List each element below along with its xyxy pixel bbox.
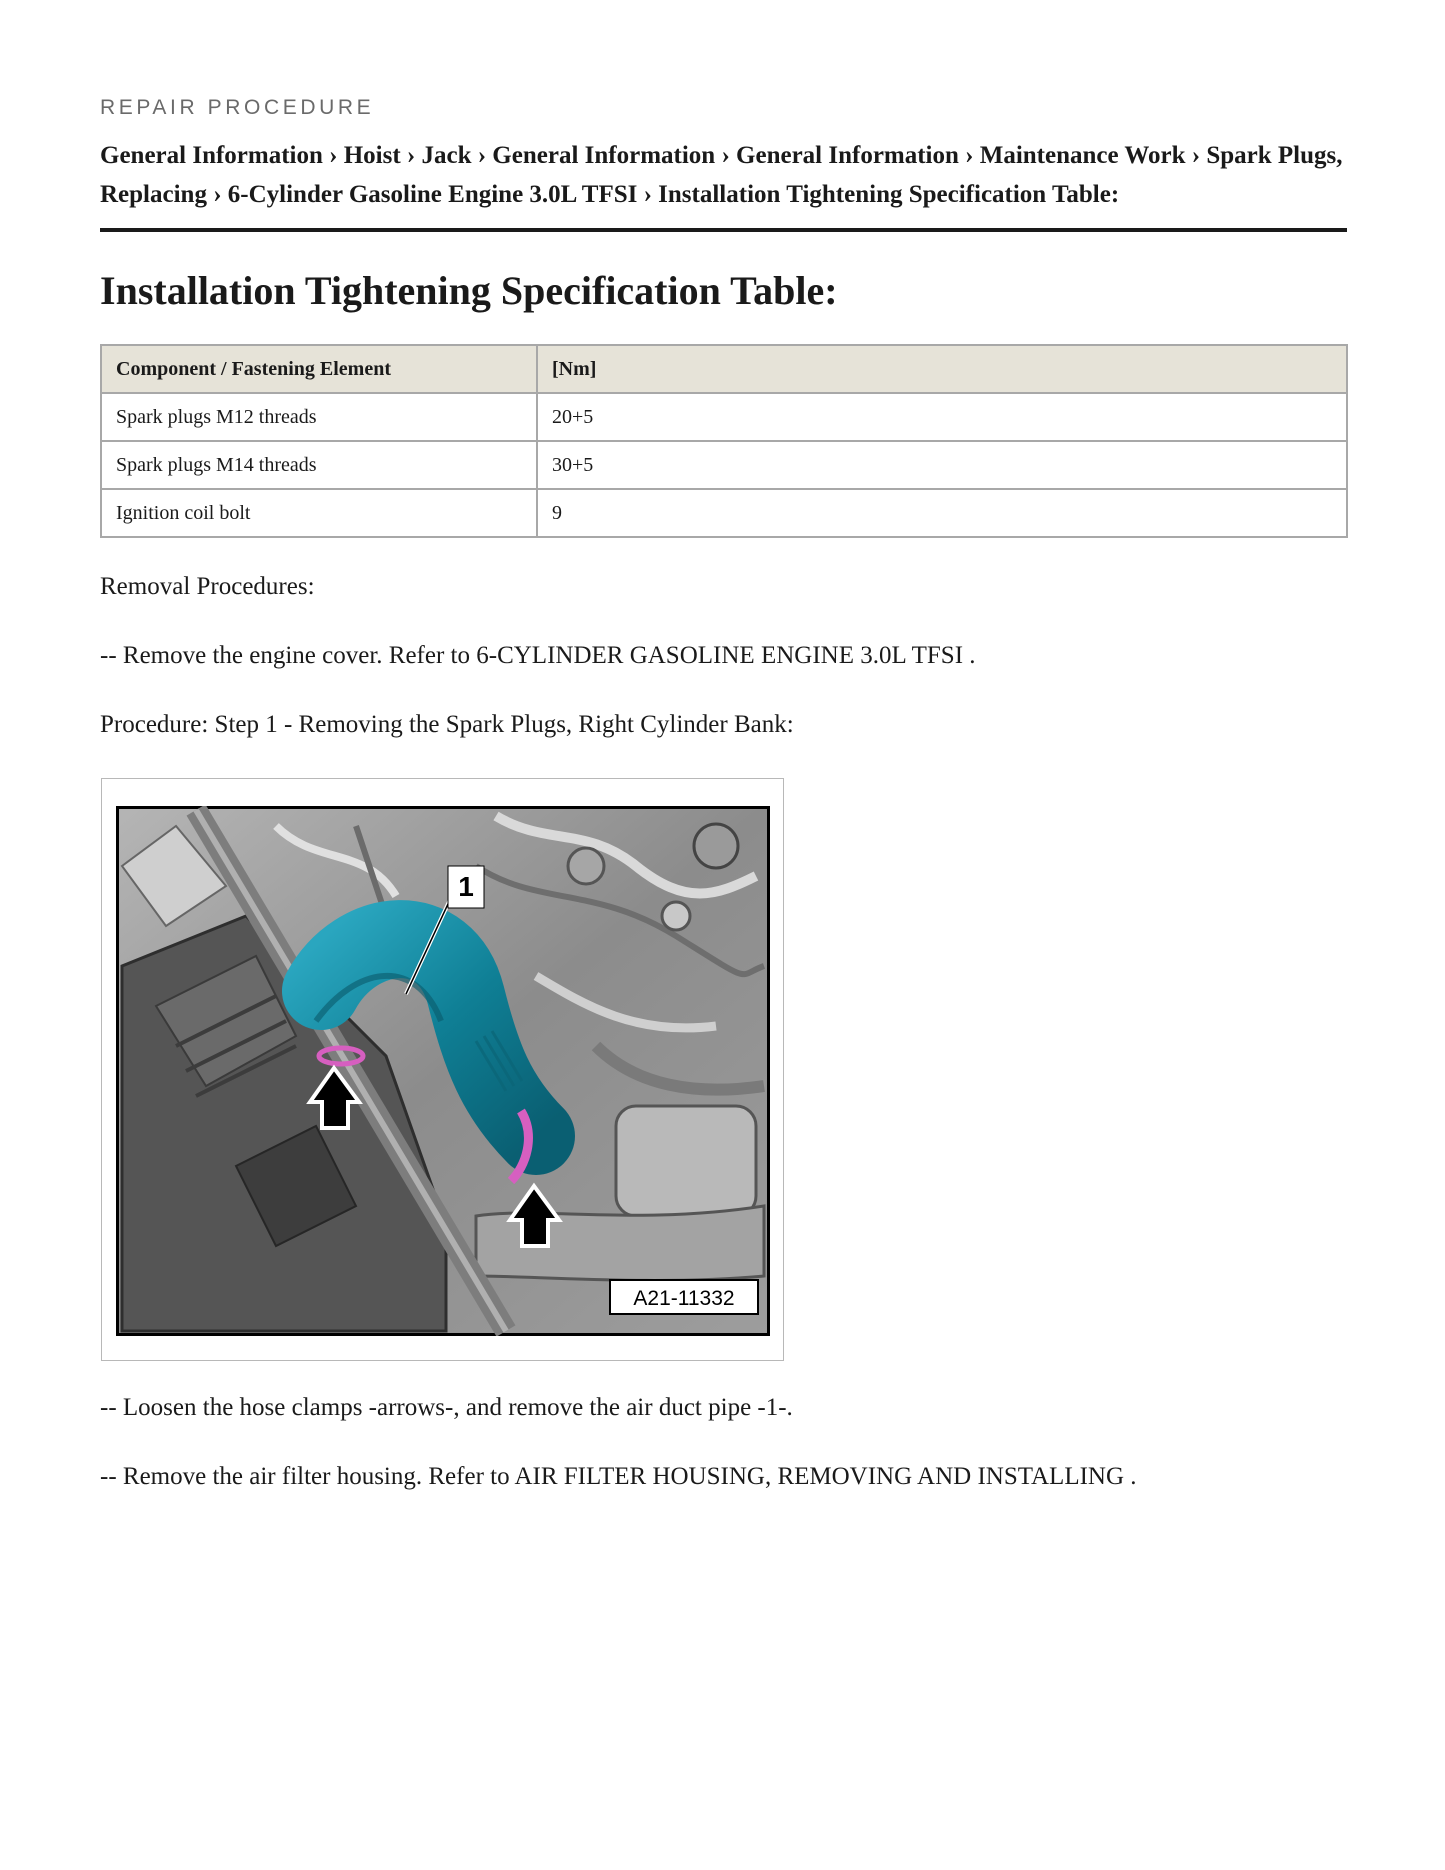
table-row xyxy=(101,441,1347,489)
removal-heading: Removal Procedures: xyxy=(100,573,315,600)
step-loosen-hose-clamps: -- Loosen the hose clamps -arrows-, and remove the air duct pipe -1-. xyxy=(100,1394,793,1421)
page-title: Installation Tightening Specification Table: xyxy=(100,268,838,313)
column-header-component: Component / Fastening Element xyxy=(101,345,537,393)
table-cell-component: Spark plugs M14 threads xyxy=(101,441,537,489)
step-remove-engine-cover: -- Remove the engine cover. Refer to 6-CYLINDER GASOLINE ENGINE 3.0L TFSI . xyxy=(100,642,976,669)
engine-bay-illustration xyxy=(116,806,770,1336)
table-row xyxy=(101,393,1347,441)
figure-id: A21-11332 xyxy=(633,1287,735,1310)
table-header-row xyxy=(101,345,1347,393)
tightening-spec-table xyxy=(100,344,1348,538)
table-cell-torque: 9 xyxy=(537,489,1347,537)
header-divider xyxy=(100,228,1347,232)
table-cell-component: Ignition coil bolt xyxy=(101,489,537,537)
column-header-torque: [Nm] xyxy=(537,345,1347,393)
repair-figure xyxy=(101,778,784,1361)
breadcrumb: General Information › Hoist › Jack › General Information › General Information › Maintenance Work › Spark Plugs, Replacing › 6-Cylinder Gasoline Engine 3.0L TFSI › Installation Tightening Specification Table: xyxy=(100,142,1343,208)
step-remove-air-filter: -- Remove the air filter housing. Refer to AIR FILTER HOUSING, REMOVING AND INSTALLING . xyxy=(100,1463,1137,1490)
procedure-step-heading: Procedure: Step 1 - Removing the Spark Plugs, Right Cylinder Bank: xyxy=(100,711,794,738)
table-cell-torque: 30+5 xyxy=(537,441,1347,489)
section-eyebrow: REPAIR PROCEDURE xyxy=(100,96,375,119)
table-cell-component: Spark plugs M12 threads xyxy=(101,393,537,441)
callout-label: 1 xyxy=(458,871,474,902)
table-row xyxy=(101,489,1347,537)
table-cell-torque: 20+5 xyxy=(537,393,1347,441)
